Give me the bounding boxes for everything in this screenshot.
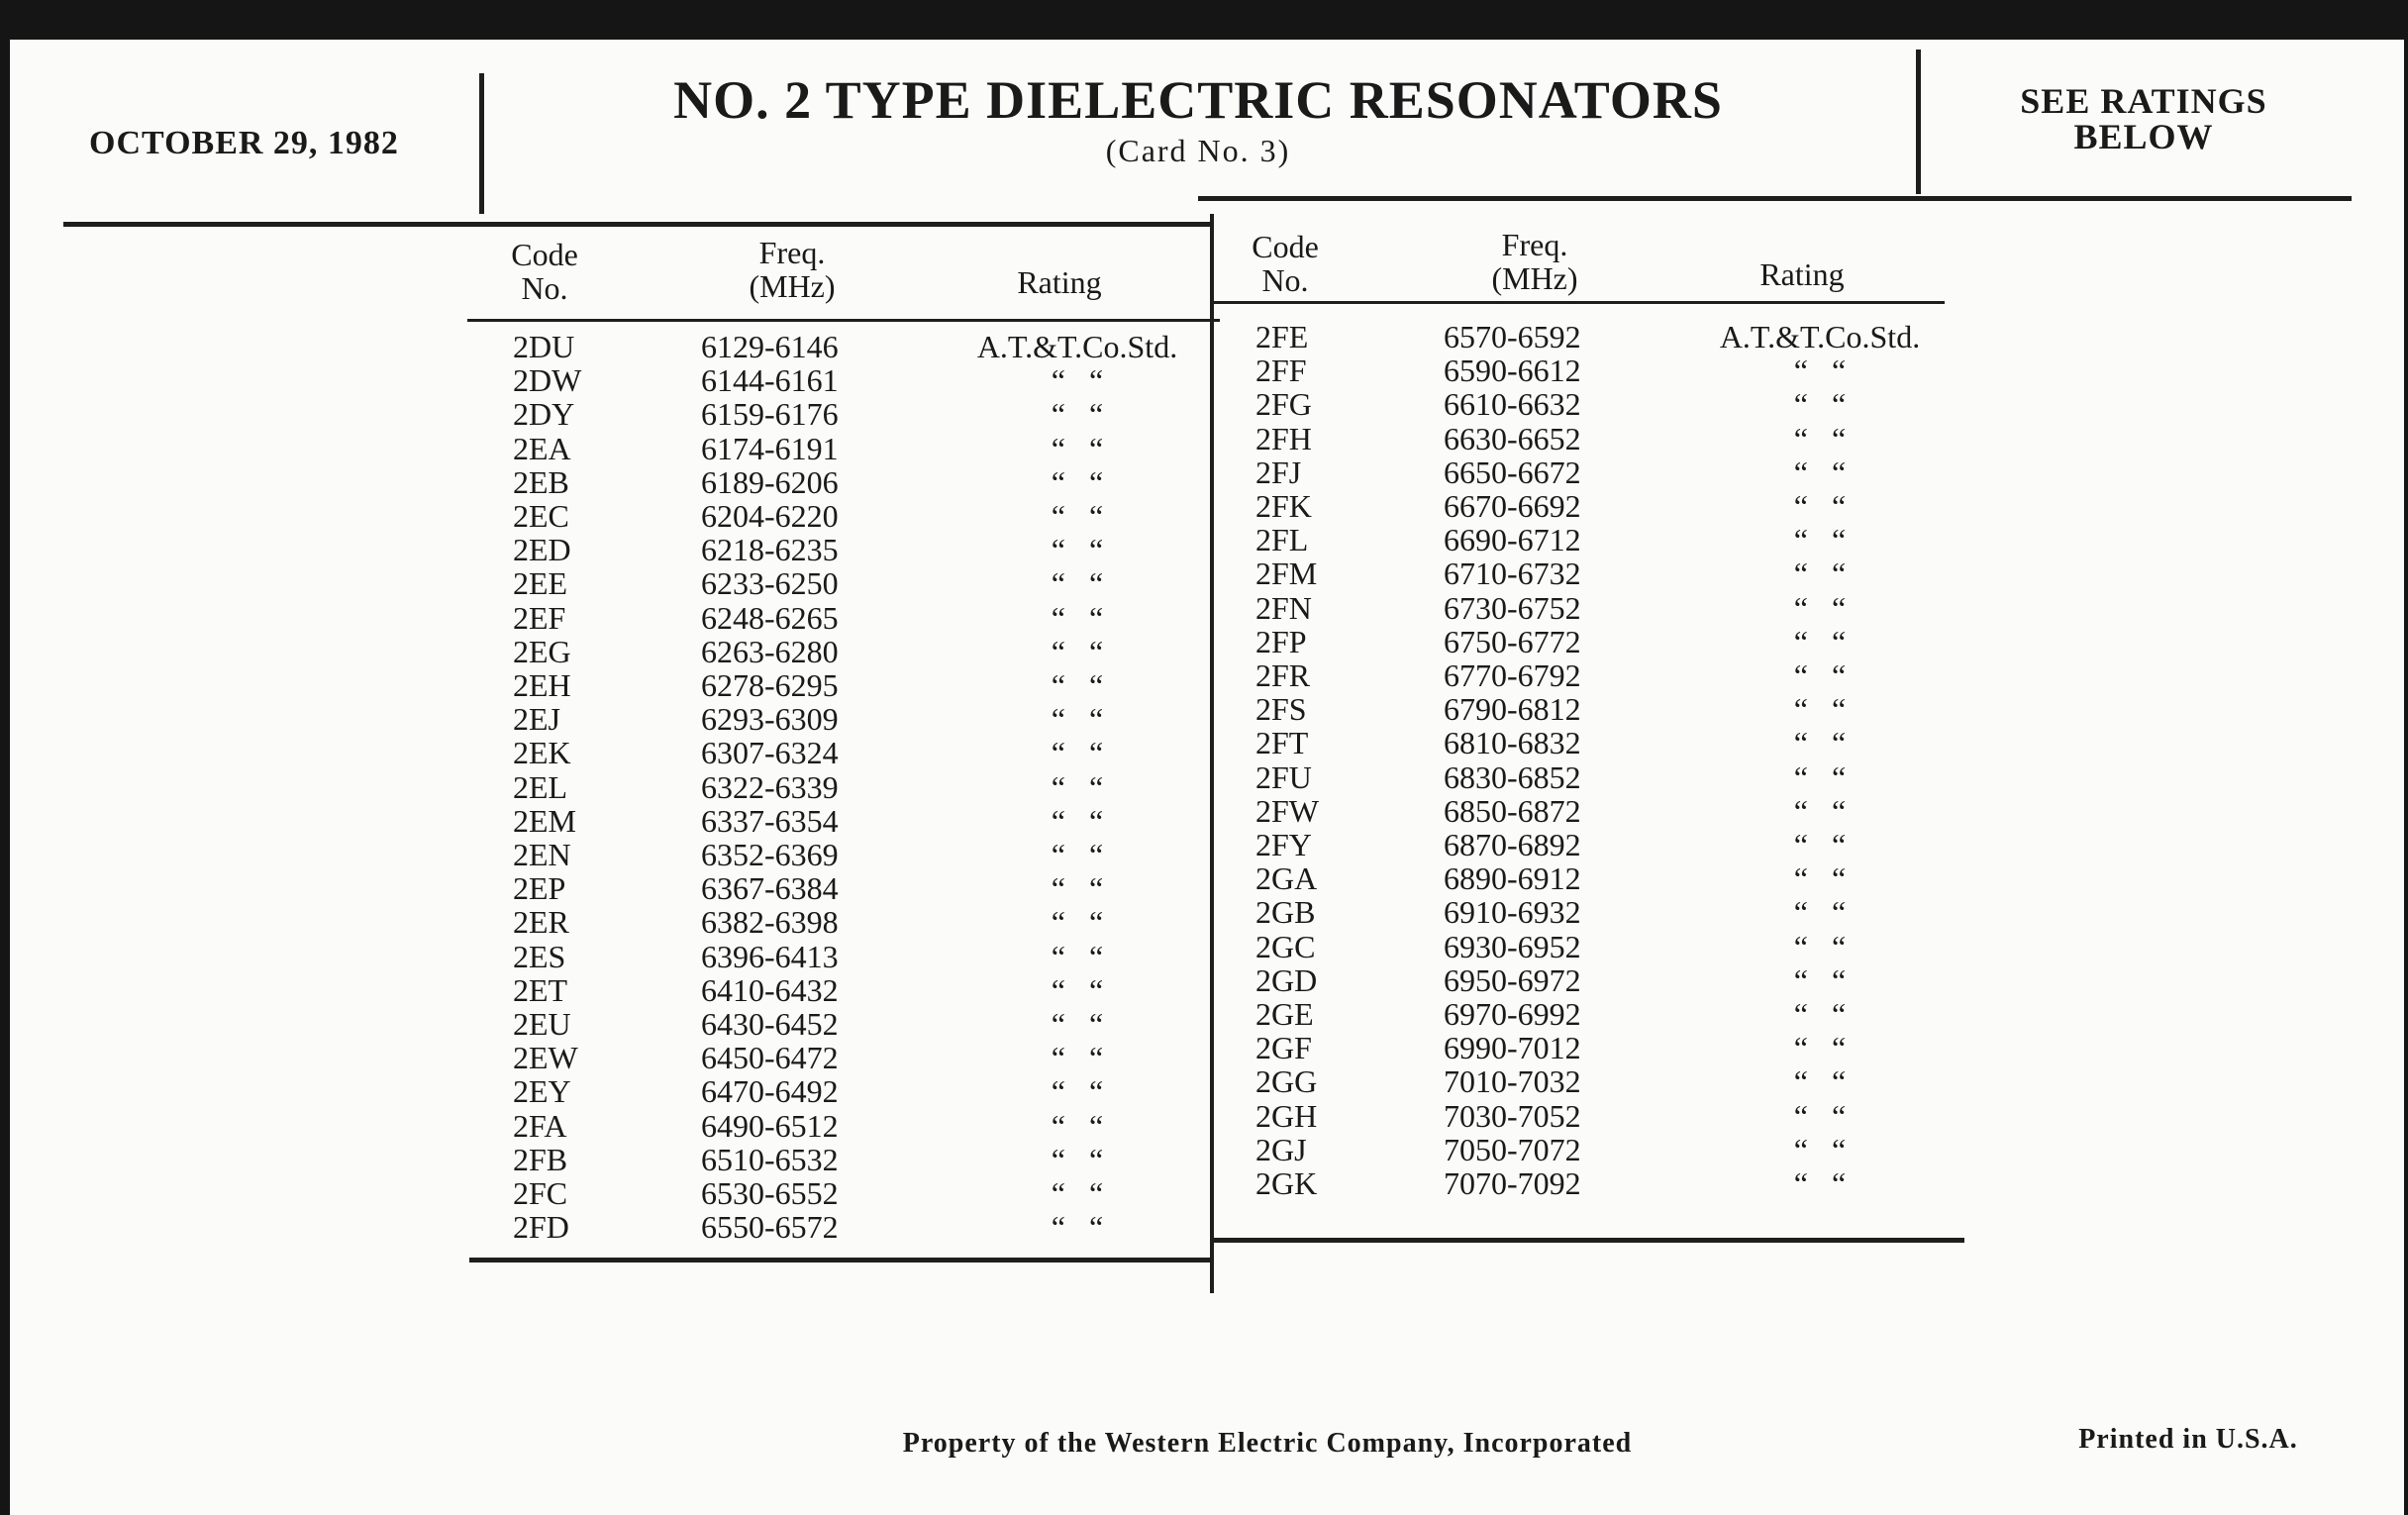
rating-cell: “ “ [1793, 386, 1847, 423]
table-row [1255, 387, 2048, 421]
table-row [513, 871, 1305, 905]
freq-cell: 7030-7052 [1444, 1097, 1581, 1134]
rating-cell: “ “ [1793, 623, 1847, 659]
rating-cell: “ “ [1793, 758, 1847, 795]
footer-printed: Printed in U.S.A. [2078, 1424, 2298, 1455]
code-cell: 2FA [513, 1107, 567, 1144]
right-col-header-rating: Rating [1759, 256, 1845, 292]
code-cell: 2GC [1255, 928, 1316, 964]
code-cell: 2EB [513, 463, 569, 500]
freq-cell: 6159-6176 [701, 396, 839, 433]
code-cell: 2EW [513, 1040, 578, 1076]
freq-cell: 7050-7072 [1444, 1131, 1581, 1167]
table-row [513, 702, 1305, 736]
code-cell: 2ET [513, 971, 568, 1008]
freq-cell: 6352-6369 [701, 837, 839, 872]
table-row [1255, 625, 2048, 658]
rating-cell: “ “ [1793, 860, 1847, 897]
rating-cell: “ “ [1051, 870, 1104, 907]
rating-cell: “ “ [1793, 961, 1847, 998]
code-cell: 2DW [513, 362, 582, 399]
table-row [1255, 1166, 2048, 1200]
table-row [1255, 895, 2048, 929]
table-row [513, 838, 1305, 871]
right-col-header-freq: Freq. (MHz) [1491, 227, 1578, 296]
freq-cell: 6750-6772 [1444, 623, 1581, 659]
table-row [513, 770, 1305, 804]
freq-cell: 6710-6732 [1444, 556, 1581, 592]
table-row [513, 940, 1305, 973]
left-col-header-rating: Rating [1017, 264, 1102, 300]
table-row [513, 973, 1305, 1007]
freq-cell: 6930-6952 [1444, 928, 1581, 964]
table-row [513, 804, 1305, 838]
freq-cell: 6307-6324 [701, 735, 839, 771]
table-row [1255, 828, 2048, 861]
freq-cell: 6630-6652 [1444, 420, 1581, 456]
rating-cell: “ “ [1793, 454, 1847, 490]
code-cell: 2EL [513, 768, 568, 805]
code-cell: 2EN [513, 837, 571, 872]
table-row [1255, 1031, 2048, 1064]
freq-cell: 6910-6932 [1444, 894, 1581, 931]
table-row [513, 330, 1305, 363]
table-row [1255, 556, 2048, 590]
code-cell: 2FL [1255, 522, 1309, 558]
table-row [513, 499, 1305, 533]
freq-cell: 6830-6852 [1444, 758, 1581, 795]
code-cell: 2FB [513, 1141, 568, 1177]
freq-cell: 6610-6632 [1444, 386, 1581, 423]
freq-cell: 6129-6146 [701, 329, 839, 364]
table-row [513, 736, 1305, 769]
freq-cell: 6590-6612 [1444, 353, 1581, 389]
freq-cell: 6770-6792 [1444, 657, 1581, 693]
rating-cell: “ “ [1793, 792, 1847, 829]
rating-cell: “ “ [1051, 768, 1104, 805]
rating-cell: “ “ [1051, 498, 1104, 534]
code-cell: 2EM [513, 802, 576, 839]
freq-cell: 6396-6413 [701, 938, 839, 974]
ratings-note-line2: BELOW [2073, 117, 2214, 156]
freq-cell: 6144-6161 [701, 362, 839, 399]
rating-cell: “ “ [1051, 1073, 1104, 1110]
code-cell: 2ER [513, 904, 569, 941]
code-cell: 2EC [513, 498, 569, 534]
code-cell: 2EE [513, 565, 568, 602]
table-row [1255, 658, 2048, 692]
table-row [1255, 354, 2048, 387]
rating-cell: “ “ [1793, 657, 1847, 693]
freq-cell: 6218-6235 [701, 532, 839, 568]
table-row [1255, 523, 2048, 556]
left-col-header-freq: Freq. (MHz) [749, 235, 836, 304]
freq-cell: 6950-6972 [1444, 961, 1581, 998]
code-cell: 2EU [513, 1006, 571, 1042]
rating-cell: A.T.&T.Co.Std. [1719, 319, 1921, 354]
rating-cell: “ “ [1051, 565, 1104, 602]
freq-cell: 6730-6752 [1444, 589, 1581, 626]
left-table-rows [513, 330, 1206, 1280]
code-cell: 2GF [1255, 1030, 1312, 1066]
rating-cell: “ “ [1793, 1097, 1847, 1134]
rating-cell: “ “ [1051, 532, 1104, 568]
table-row [1255, 760, 2048, 794]
code-cell: 2GJ [1255, 1131, 1307, 1167]
freq-cell: 7070-7092 [1444, 1165, 1581, 1201]
table-row [1255, 489, 2048, 523]
rating-cell: “ “ [1051, 1040, 1104, 1076]
header-rule-left [63, 222, 1212, 227]
code-cell: 2FM [1255, 556, 1318, 592]
table-row [1255, 320, 2048, 354]
rating-cell: “ “ [1793, 725, 1847, 761]
rating-cell: “ “ [1051, 599, 1104, 636]
rating-cell: “ “ [1793, 928, 1847, 964]
freq-cell: 6278-6295 [701, 667, 839, 703]
freq-cell: 6550-6572 [701, 1209, 839, 1246]
right-header-rule [1212, 301, 1945, 304]
freq-cell: 6430-6452 [701, 1006, 839, 1042]
code-cell: 2GD [1255, 961, 1318, 998]
freq-cell: 6263-6280 [701, 633, 839, 669]
freq-cell: 6970-6992 [1444, 996, 1581, 1032]
left-bottom-rule [469, 1258, 1214, 1262]
table-row [1255, 422, 2048, 455]
table-row [513, 1176, 1305, 1210]
table-row [513, 432, 1305, 465]
right-table-rows [1255, 320, 1949, 1251]
code-cell: 2GA [1255, 860, 1318, 897]
rating-cell: “ “ [1793, 420, 1847, 456]
code-cell: 2FC [513, 1175, 568, 1211]
code-cell: 2GB [1255, 894, 1316, 931]
rating-cell: “ “ [1793, 353, 1847, 389]
freq-cell: 6248-6265 [701, 599, 839, 636]
rating-cell: “ “ [1793, 691, 1847, 728]
freq-cell: 6850-6872 [1444, 792, 1581, 829]
table-row [513, 635, 1305, 668]
right-col-header-code: Code No. [1252, 229, 1319, 298]
table-row [513, 397, 1305, 431]
code-cell: 2FK [1255, 488, 1312, 524]
table-row [1255, 591, 2048, 625]
rating-cell: “ “ [1051, 837, 1104, 872]
rating-cell: “ “ [1793, 1030, 1847, 1066]
freq-cell: 6790-6812 [1444, 691, 1581, 728]
rating-cell: “ “ [1051, 633, 1104, 669]
rating-cell: “ “ [1051, 1107, 1104, 1144]
rating-cell: “ “ [1793, 1165, 1847, 1201]
code-cell: 2FJ [1255, 454, 1302, 490]
title-block [485, 69, 1911, 169]
table-row [513, 905, 1305, 939]
table-row [513, 533, 1305, 566]
freq-cell: 6650-6672 [1444, 454, 1581, 490]
code-cell: 2ED [513, 532, 571, 568]
rating-cell: “ “ [1051, 802, 1104, 839]
rating-cell: “ “ [1793, 1063, 1847, 1100]
rating-cell: “ “ [1051, 396, 1104, 433]
code-cell: 2FR [1255, 657, 1311, 693]
table-row [513, 1041, 1305, 1074]
code-cell: 2FF [1255, 353, 1307, 389]
rating-cell: “ “ [1793, 827, 1847, 862]
rating-cell: “ “ [1051, 463, 1104, 500]
ratings-note [1946, 83, 2342, 154]
code-cell: 2FP [1255, 623, 1307, 659]
code-cell: 2FS [1255, 691, 1307, 728]
rating-cell: “ “ [1793, 1131, 1847, 1167]
rating-cell: “ “ [1051, 362, 1104, 399]
table-row [513, 1007, 1305, 1041]
resonator-card [10, 40, 2404, 1515]
code-cell: 2ES [513, 938, 566, 974]
table-row [1255, 794, 2048, 828]
code-cell: 2FU [1255, 758, 1312, 795]
rating-cell: “ “ [1051, 667, 1104, 703]
freq-cell: 6204-6220 [701, 498, 839, 534]
freq-cell: 6410-6432 [701, 971, 839, 1008]
table-row [1255, 861, 2048, 895]
code-cell: 2EP [513, 870, 566, 907]
rating-cell: “ “ [1793, 996, 1847, 1032]
freq-cell: 6890-6912 [1444, 860, 1581, 897]
freq-cell: 6810-6832 [1444, 725, 1581, 761]
rating-cell: A.T.&T.Co.Std. [976, 329, 1178, 364]
code-cell: 2GK [1255, 1165, 1318, 1201]
rating-cell: “ “ [1051, 1141, 1104, 1177]
freq-cell: 6510-6532 [701, 1141, 839, 1177]
freq-cell: 6322-6339 [701, 768, 839, 805]
code-cell: 2EA [513, 430, 571, 466]
freq-cell: 6870-6892 [1444, 827, 1581, 862]
freq-cell: 6690-6712 [1444, 522, 1581, 558]
freq-cell: 6382-6398 [701, 904, 839, 941]
table-row [1255, 930, 2048, 963]
card-number: (Card No. 3) [1105, 133, 1291, 168]
rating-cell: “ “ [1793, 556, 1847, 592]
rating-cell: “ “ [1793, 522, 1847, 558]
table-row [1255, 692, 2048, 726]
code-cell: 2FW [1255, 792, 1319, 829]
table-row [1255, 1133, 2048, 1166]
code-cell: 2DU [513, 329, 575, 364]
freq-cell: 6233-6250 [701, 565, 839, 602]
rating-cell: “ “ [1051, 971, 1104, 1008]
freq-cell: 6450-6472 [701, 1040, 839, 1076]
right-bottom-rule [1212, 1238, 1964, 1243]
code-cell: 2EK [513, 735, 571, 771]
freq-cell: 6189-6206 [701, 463, 839, 500]
card-date: OCTOBER 29, 1982 [89, 125, 399, 161]
code-cell: 2EH [513, 667, 571, 703]
table-row [1255, 963, 2048, 997]
table-row [513, 566, 1305, 600]
rating-cell: “ “ [1051, 735, 1104, 771]
table-row [513, 601, 1305, 635]
code-cell: 2EG [513, 633, 571, 669]
ratings-note-line1: SEE RATINGS [2020, 81, 2267, 121]
table-row [1255, 726, 2048, 759]
table-row [1255, 1064, 2048, 1098]
freq-cell: 6490-6512 [701, 1107, 839, 1144]
freq-cell: 7010-7032 [1444, 1063, 1581, 1100]
header-divider-left [479, 73, 484, 214]
header-divider-right [1916, 50, 1921, 194]
table-row [513, 1074, 1305, 1108]
freq-cell: 6174-6191 [701, 430, 839, 466]
table-row [513, 1210, 1305, 1244]
code-cell: 2FG [1255, 386, 1312, 423]
table-row [513, 1143, 1305, 1176]
left-header-rule [467, 319, 1220, 322]
rating-cell: “ “ [1793, 894, 1847, 931]
rating-cell: “ “ [1051, 1175, 1104, 1211]
rating-cell: “ “ [1793, 589, 1847, 626]
code-cell: 2GE [1255, 996, 1314, 1032]
code-cell: 2EF [513, 599, 566, 636]
table-row [1255, 997, 2048, 1031]
table-row [513, 668, 1305, 702]
rating-cell: “ “ [1051, 938, 1104, 974]
rating-cell: “ “ [1793, 488, 1847, 524]
header-rule-right [1198, 196, 2352, 201]
rating-cell: “ “ [1051, 904, 1104, 941]
freq-cell: 6293-6309 [701, 701, 839, 738]
code-cell: 2GH [1255, 1097, 1318, 1134]
code-cell: 2FD [513, 1209, 569, 1246]
rating-cell: “ “ [1051, 1006, 1104, 1042]
footer-property: Property of the Western Electric Company, Incorporated [902, 1428, 1633, 1459]
table-row [1255, 1099, 2048, 1133]
table-row [513, 363, 1305, 397]
code-cell: 2DY [513, 396, 575, 433]
freq-cell: 6367-6384 [701, 870, 839, 907]
table-row [513, 465, 1305, 499]
freq-cell: 6470-6492 [701, 1073, 839, 1110]
freq-cell: 6530-6552 [701, 1175, 839, 1211]
rating-cell: “ “ [1051, 1209, 1104, 1246]
code-cell: 2FH [1255, 420, 1312, 456]
table-row [513, 1109, 1305, 1143]
freq-cell: 6337-6354 [701, 802, 839, 839]
freq-cell: 6670-6692 [1444, 488, 1581, 524]
code-cell: 2GG [1255, 1063, 1318, 1100]
code-cell: 2FT [1255, 725, 1309, 761]
freq-cell: 6570-6592 [1444, 319, 1581, 354]
code-cell: 2EY [513, 1073, 571, 1110]
code-cell: 2EJ [513, 701, 560, 738]
freq-cell: 6990-7012 [1444, 1030, 1581, 1066]
code-cell: 2FN [1255, 589, 1312, 626]
code-cell: 2FY [1255, 827, 1312, 862]
rating-cell: “ “ [1051, 701, 1104, 738]
code-cell: 2FE [1255, 319, 1309, 354]
page-title: NO. 2 TYPE DIELECTRIC RESONATORS [673, 70, 1723, 130]
left-col-header-code: Code No. [511, 237, 578, 306]
table-row [1255, 455, 2048, 489]
rating-cell: “ “ [1051, 430, 1104, 466]
